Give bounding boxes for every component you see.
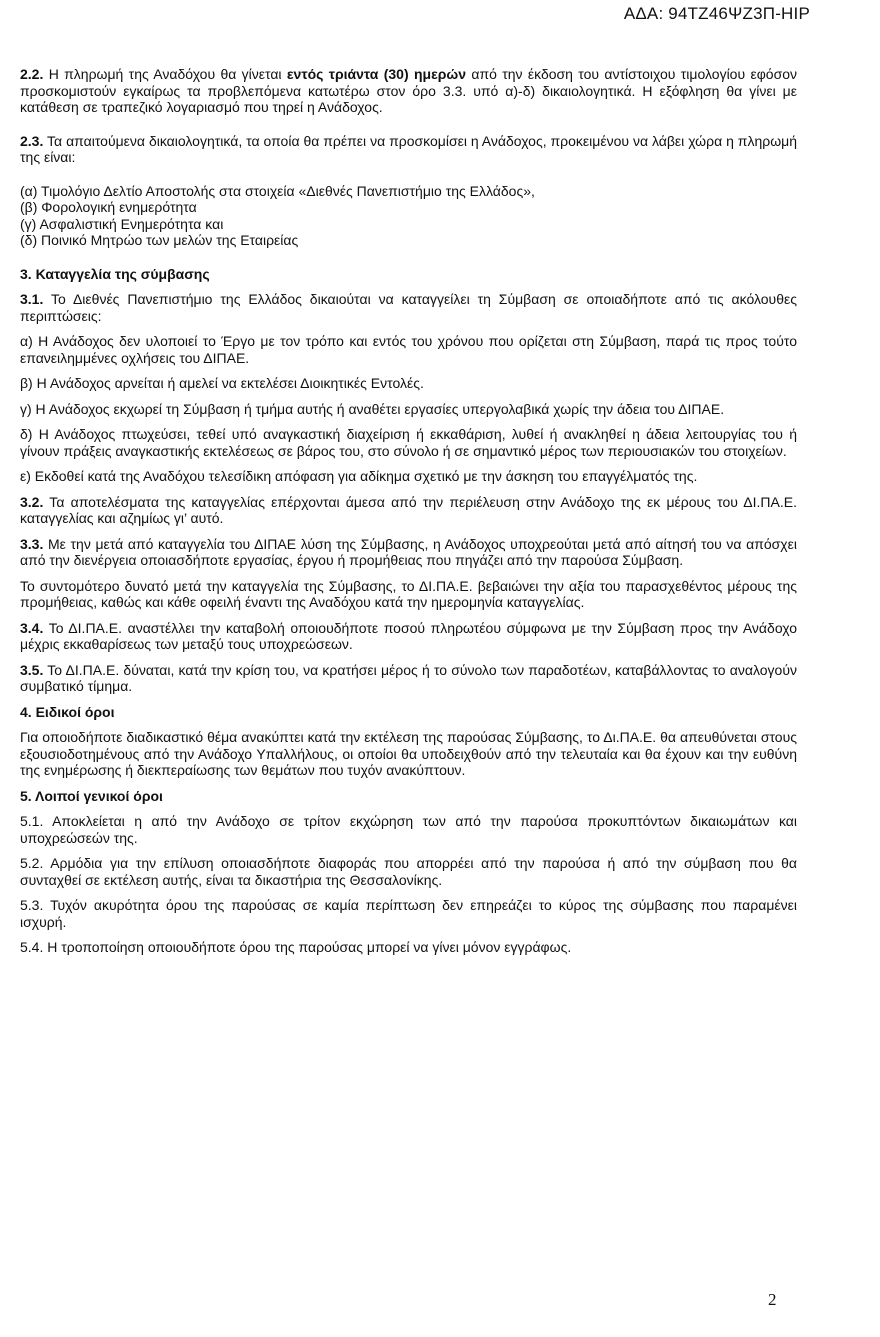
section-4-text: Για οποιοδήποτε διαδικαστικό θέμα ανακύπτει κατά την εκτέλεση της παρούσας Σύμβασης, το Δι.ΠΑ.Ε. θα απευθύνεται στους εξουσιοδοτημένους από την Ανάδοχο Υπαλλήλους, οι οποίοι θα υποδειχθούν από την τελευταία και θα έχουν και την ευθύνη της ενημέρωσης ή διεκπεραίωσης των θεμάτων που τυχόν ανακύπτουν. [20, 729, 797, 778]
section-3-4: 3.4. Το ΔΙ.ΠΑ.Ε. αναστέλλει την καταβολή οποιουδήποτε ποσού πληρωτέου σύμφωνα με την Σύμβαση προς την Ανάδοχο μέχρις εκκαθαρίσεως των μεταξύ τους υποχρεώσεων. [20, 619, 797, 652]
case-a: α) Η Ανάδοχος δεν υλοποιεί το Έργο με τον τρόπο και εντός του χρόνου που ορίζεται στη Σύμβαση, παρά τις προς τούτο επανειλημμένες οχλήσεις του ΔΙΠΑΕ. [20, 333, 797, 366]
section-5-3: 5.3. Τυχόν ακυρότητα όρου της παρούσας σε καμία περίπτωση δεν επηρεάζει το κύρος της σύμβασης που παραμένει ισχυρή. [20, 897, 797, 930]
case-d: δ) Η Ανάδοχος πτωχεύσει, τεθεί υπό αναγκαστική διαχείριση ή εκκαθάριση, λυθεί ή ανακληθεί η άδεια λειτουργίας του ή γίνουν πράξεις αναγκαστικής εκτελέσεως σε βάρος του, στο σύνολο ή σε σημαντικό μέρος των περιουσιακών του στοιχείων. [20, 426, 797, 459]
ada-identifier: ΑΔΑ: 94ΤΖ46ΨΖ3Π-ΗΙΡ [623, 4, 810, 23]
required-documents-list [20, 183, 797, 249]
section-5-4: 5.4. Η τροποποίηση οποιουδήποτε όρου της παρούσας μπορεί να γίνει μόνον εγγράφως. [20, 939, 572, 955]
case-e: ε) Εκδοθεί κατά της Αναδόχου τελεσίδικη απόφαση για αδίκημα σχετικό με την άσκηση του επαγγέλματός της. [20, 468, 698, 484]
section-2-3-number: 2.3. [20, 132, 44, 149]
page-number: 2 [768, 1290, 777, 1309]
payment-deadline: εντός τριάντα (30) ημερών [286, 66, 467, 82]
section-5-heading: 5. Λοιποί γενικοί όροι [20, 787, 163, 804]
list-item: (γ) Ασφαλιστική Ενημερότητα και [20, 215, 224, 232]
section-4-heading: 4. Ειδικοί όροι [20, 703, 115, 720]
section-2-2-number: 2.2. [20, 66, 44, 82]
section-2-2: 2.2. Η πληρωμή της Αναδόχου θα γίνεται εντός τριάντα (30) ημερών από την έκδοση του αντίστοιχου τιμολογίου εφόσον προσκομιστούν εγκαίρως τα προβλεπόμενα κατωτέρω στον όρο 3.3. υπό α)-δ) δικαιολογητικά. Η εξόφληση θα γίνει με κατάθεση σε τραπεζικό λογαριασμό που τηρεί η Ανάδοχος. [20, 66, 797, 115]
list-item: (α) Τιμολόγιο Δελτίο Αποστολής στα στοιχεία «Διεθνές Πανεπιστήμιο της Ελλάδος», [20, 182, 535, 199]
section-5-1: 5.1. Αποκλείεται η από την Ανάδοχο σε τρίτον εκχώρηση των από την παρούσα προκυπτόντων δικαιωμάτων και υποχρεώσεών της. [20, 813, 797, 846]
section-5-2: 5.2. Αρμόδια για την επίλυση οποιασδήποτε διαφοράς που απορρέει από την παρούσα ή από την σύμβαση που θα συνταχθεί σε εκτέλεση αυτής, είναι τα δικαστήρια της Θεσσαλονίκης. [20, 855, 797, 888]
section-2-3: 2.3. Τα απαιτούμενα δικαιολογητικά, τα οποία θα πρέπει να προσκομίσει η Ανάδοχος, προκειμένου να λάβει χώρα η πληρωμή της είναι: [20, 132, 797, 165]
section-3-1: 3.1. Το Διεθνές Πανεπιστήμιο της Ελλάδος δικαιούται να καταγγείλει τη Σύμβαση σε οποιαδήποτε από τις ακόλουθες περιπτώσεις: [20, 291, 797, 324]
list-item: (β) Φορολογική ενημερότητα [20, 199, 197, 215]
section-3-3: 3.3. Με την μετά από καταγγελία του ΔΙΠΑΕ λύση της Σύμβασης, η Ανάδοχος υποχρεούται μετά από αίτησή του να απόσχει από την διενέργεια οποιασδήποτε εργασίας, έργου ή προμήθειας που πηγάζει από την παρούσα Σύμβαση. [20, 535, 797, 568]
section-3-3-continued: Το συντομότερο δυνατό μετά την καταγγελία της Σύμβασης, το ΔΙ.ΠΑ.Ε. βεβαιώνει την αξία του παρασχεθέντος μέρους της προμήθειας, καθώς και κάθε οφειλή έναντι της Αναδόχου κατά την ημερομηνία καταγγελίας. [20, 577, 797, 610]
case-b: β) Η Ανάδοχος αρνείται ή αμελεί να εκτελέσει Διοικητικές Εντολές. [20, 375, 424, 391]
document-body [20, 66, 797, 965]
section-3-5: 3.5. Το ΔΙ.ΠΑ.Ε. δύναται, κατά την κρίση του, να κρατήσει μέρος ή το σύνολο των παραδοτέων, καταβάλλοντας το αναλογούν συμβατικό τίμημα. [20, 661, 797, 694]
case-c: γ) Η Ανάδοχος εκχωρεί τη Σύμβαση ή τμήμα αυτής ή αναθέτει εργασίες υπεργολαβικά χωρίς την άδεια του ΔΙΠΑΕ. [20, 400, 725, 417]
section-3-heading: 3. Καταγγελία της σύμβασης [20, 265, 210, 282]
section-3-2: 3.2. Τα αποτελέσματα της καταγγελίας επέρχονται άμεσα από την περιέλευση στην Ανάδοχο της εκ μέρους του ΔΙ.ΠΑ.Ε. καταγγελίας και αζημίως γι’ αυτό. [20, 493, 797, 526]
list-item: (δ) Ποινικό Μητρώο των μελών της Εταιρείας [20, 232, 299, 248]
